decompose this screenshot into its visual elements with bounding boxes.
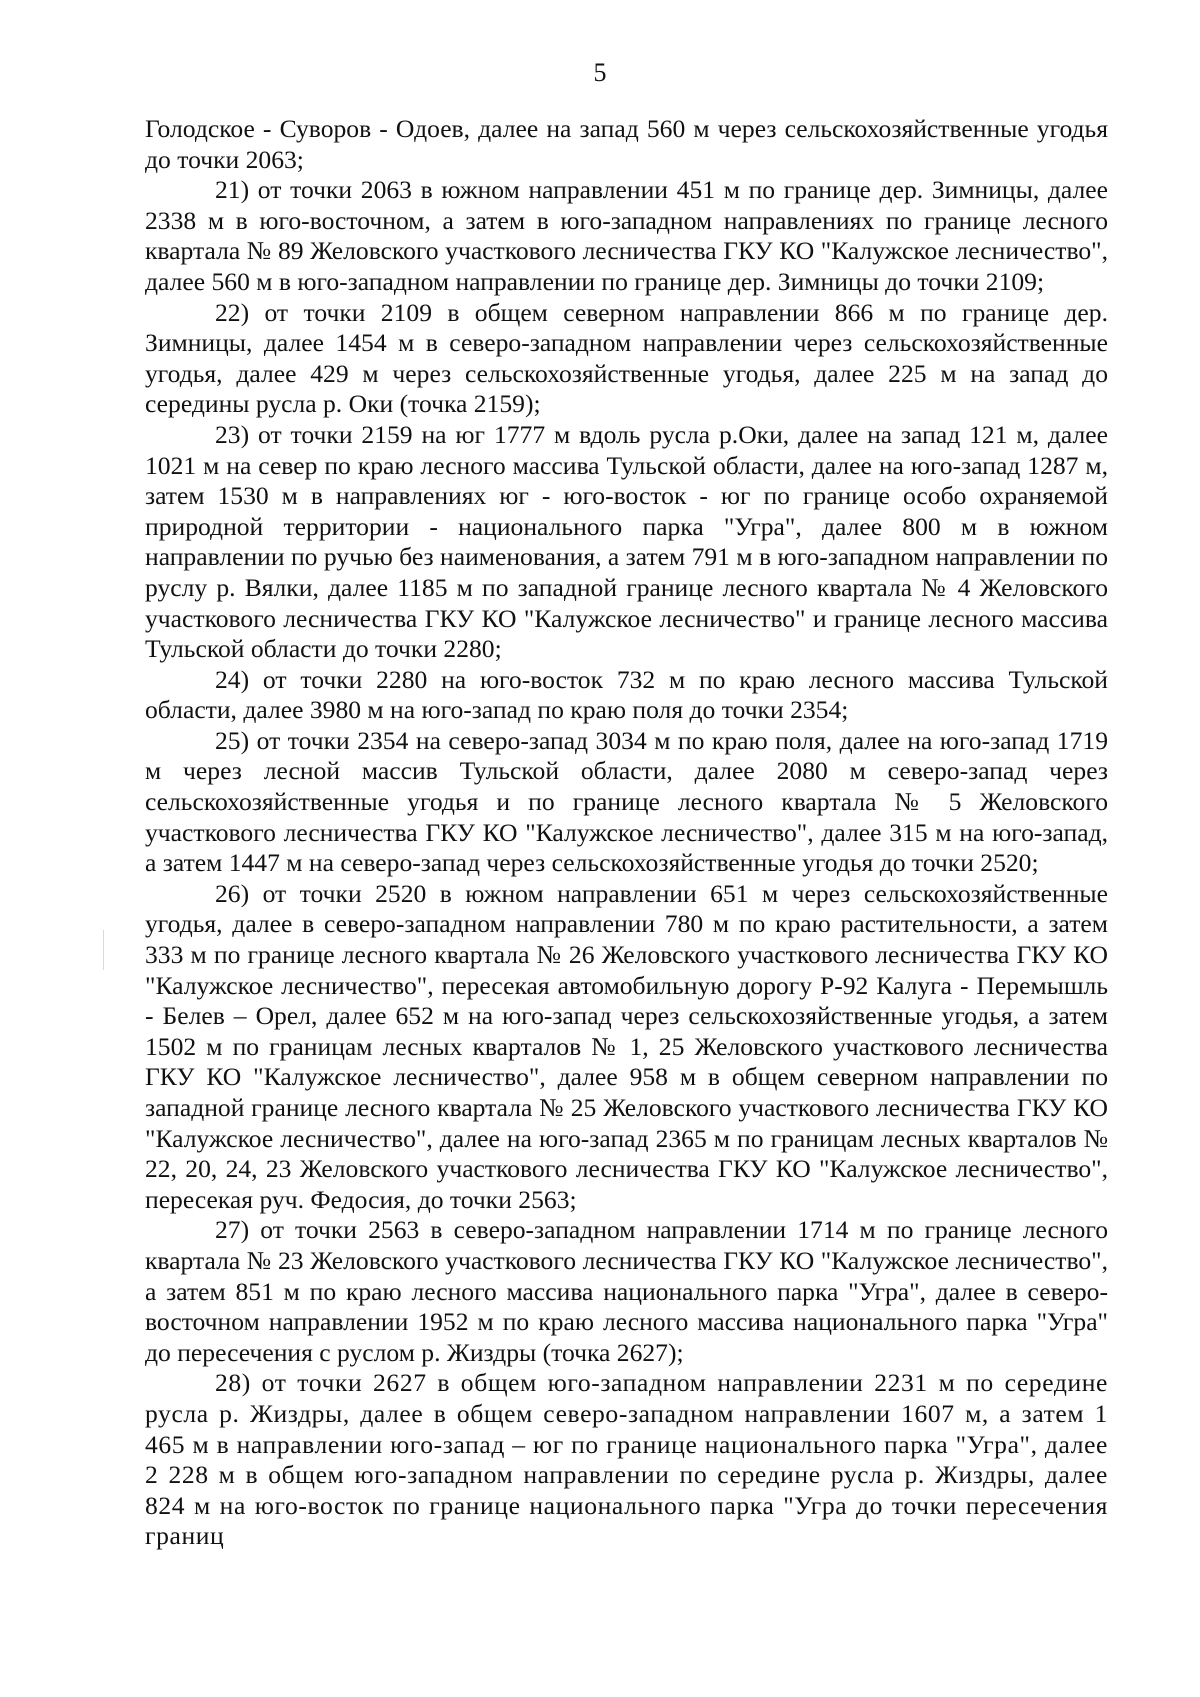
scan-artifact	[103, 930, 104, 970]
paragraph-item-26: 26) от точки 2520 в южном направлении 651 м через сельскохозяйственные угодья, далее в северо-западном направлении 780 м по краю растительности, а затем 333 м по границе лесного квартала № 26 Желовского участкового лесничества ГКУ КО "Калужское лесничество", пересекая автомобильную дорогу Р-92 Калуга - Перемышль - Белев – Орел, далее 652 м на юго-запад через сельскохозяйственные угодья, а затем 1502 м по границам лесных кварталов № 1, 25 Желовского участкового лесничества ГКУ КО "Калужское лесничество", далее 958 м в общем северном направлении по западной границе лесного квартала № 25 Желовского участкового лесничества ГКУ КО "Калужское лесничество", далее на юго-запад 2365 м по границам лесных кварталов № 22, 20, 24, 23 Желовского участкового лесничества ГКУ КО "Калужское лесничество", пересекая руч. Федосия, до точки 2563;	[145, 878, 1108, 1214]
document-body	[145, 114, 1108, 1552]
page-number: 5	[593, 58, 607, 87]
paragraph-item-28: 28) от точки 2627 в общем юго-западном направлении 2231 м по середине русла р. Жиздры, далее в общем северо-западном направлении 1607 м, а затем 1 465 м в направлении юго-запад – юг по границе национального парка "Угра", далее 2 228 м в общем юго-западном направлении по середине русла р. Жиздры, далее 824 м на юго-восток по границе национального парка "Угра до точки пересечения границ	[145, 1368, 1108, 1551]
paragraph-item-23: 23) от точки 2159 на юг 1777 м вдоль русла р.Оки, далее на запад 121 м, далее 1021 м на север по краю лесного массива Тульской области, далее на юго-запад 1287 м, затем 1530 м в направлениях юг - юго-восток - юг по границе особо охраняемой природной территории - национального парка "Угра", далее 800 м в южном направлении по ручью без наименования, а затем 791 м в юго-западном направлении по руслу р. Вялки, далее 1185 м по западной границе лесного квартала № 4 Желовского участкового лесничества ГКУ КО "Калужское лесничество" и границе лесного массива Тульской области до точки 2280;	[145, 419, 1109, 664]
paragraph-continuation: Голодское - Суворов - Одоев, далее на запад 560 м через сельскохозяйственные угодья до точки 2063;	[145, 114, 1108, 174]
paragraph-item-24: 24) от точки 2280 на юго-восток 732 м по краю лесного массива Тульской области, далее 3980 м на юго-запад по краю поля до точки 2354;	[145, 664, 1108, 725]
paragraph-item-21: 21) от точки 2063 в южном направлении 451 м по границе дер. Зимницы, далее 2338 м в юго-восточном, а затем в юго-западном направлениях по границе лесного квартала № 89 Желовского участкового лесничества ГКУ КО "Калужское лесничество", далее 560 м в юго-западном направлении по границе дер. Зимницы до точки 2109;	[145, 175, 1108, 296]
paragraph-item-22: 22) от точки 2109 в общем северном направлении 866 м по границе дер. Зимницы, далее 1454 м в северо-западном направлении через сельскохозяйственные угодья, далее 429 м через сельскохозяйственные угодья, далее 225 м на запад до середины русла р. Оки (точка 2159);	[145, 297, 1108, 419]
paragraph-item-25: 25) от точки 2354 на северо-запад 3034 м по краю поля, далее на юго-запад 1719 м через лесной массив Тульской области, далее 2080 м северо-запад через сельскохозяйственные угодья и по границе лесного квартала № 5 Желовского участкового лесничества ГКУ КО "Калужское лесничество", далее 315 м на юго-запад, а затем 1447 м на северо-запад через сельскохозяйственные угодья до точки 2520;	[145, 725, 1108, 878]
paragraph-item-27: 27) от точки 2563 в северо-западном направлении 1714 м по границе лесного квартала № 23 Желовского участкового лесничества ГКУ КО "Калужское лесничество", а затем 851 м по краю лесного массива национального парка "Угра", далее в северо-восточном направлении 1952 м по краю лесного массива национального парка "Угра" до пересечения с руслом р. Жиздры (точка 2627);	[145, 1215, 1108, 1367]
